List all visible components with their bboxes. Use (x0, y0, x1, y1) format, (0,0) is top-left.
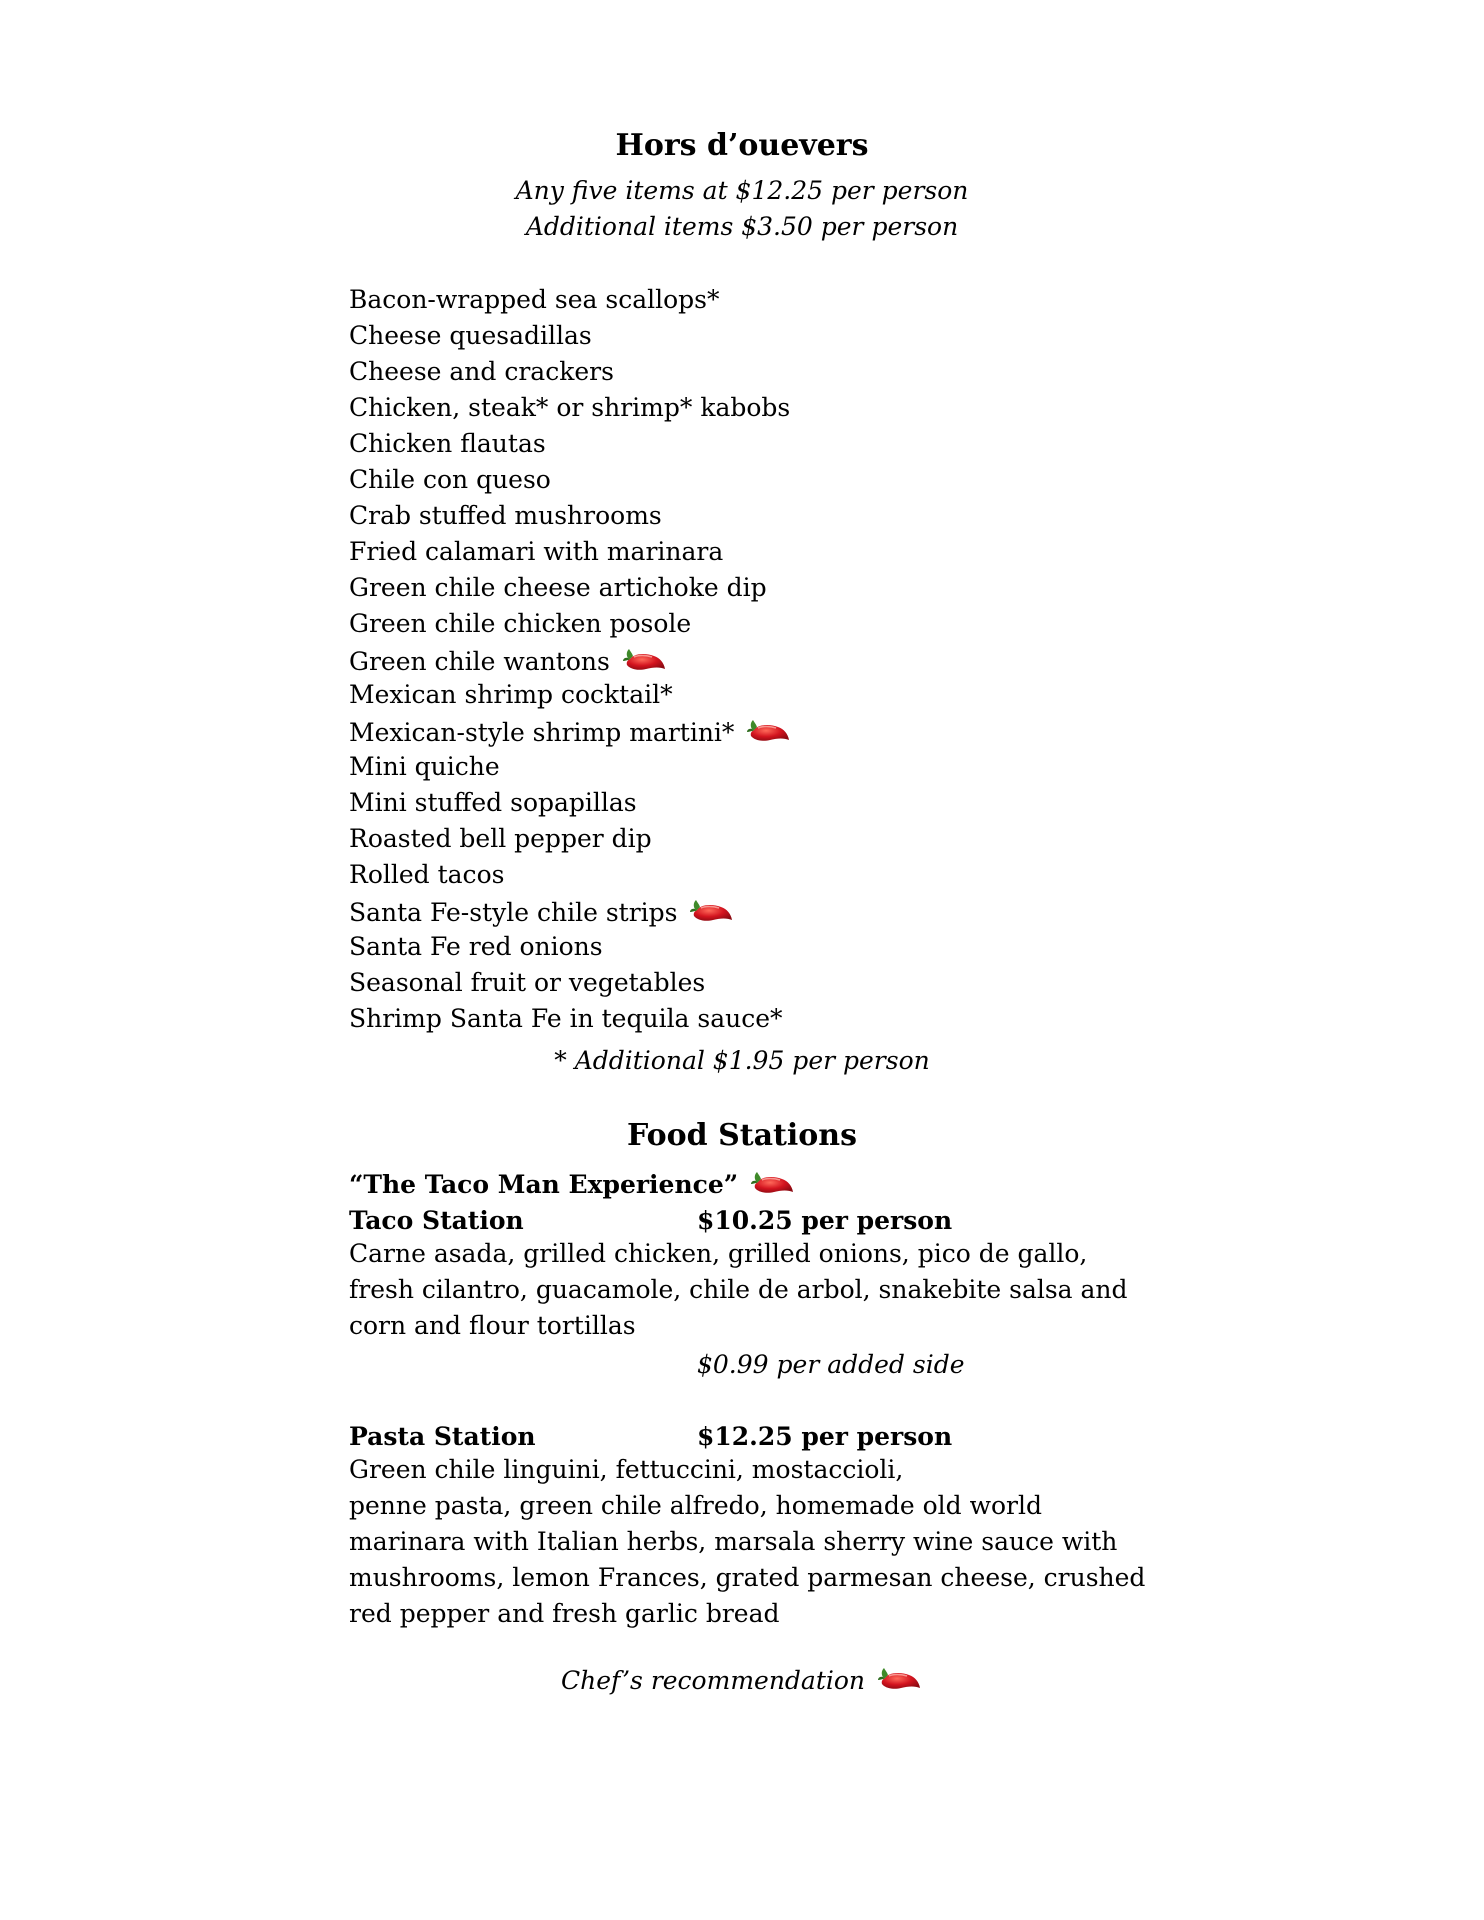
list-item-label: Crab stuffed mushrooms (349, 500, 662, 530)
list-item (349, 716, 792, 750)
list-item-label: Rolled tacos (349, 860, 505, 890)
taco-experience-label: “The Taco Man Experience” (349, 1170, 739, 1199)
chili-pepper-icon (875, 1664, 923, 1698)
list-item (349, 465, 551, 495)
list-item (349, 357, 614, 387)
list-item-label: Cheese and crackers (349, 356, 614, 386)
legend-label: Chef’s recommendation (560, 1666, 866, 1695)
list-item-label: Seasonal fruit or vegetables (349, 968, 706, 998)
hors-subtitle-price: Any five items at $12.25 per person (515, 176, 969, 205)
list-item-label: Cheese quesadillas (349, 320, 592, 350)
list-item (349, 321, 592, 351)
list-item (349, 537, 723, 567)
list-item (349, 393, 790, 423)
list-item (349, 932, 603, 962)
hors-footnote: * Additional $1.95 per person (554, 1046, 930, 1075)
list-item-label: Mini quiche (349, 752, 500, 782)
pasta-station-name: Pasta Station (349, 1422, 536, 1451)
pasta-description-line1: Green chile linguini, fettuccini, mostaccioli, (349, 1455, 904, 1484)
list-item-label: Roasted bell pepper dip (349, 824, 652, 854)
list-item-label: Mini stuffed sopapillas (349, 788, 637, 818)
legend (0, 1664, 1484, 1698)
list-item-label: Mexican shrimp cocktail* (349, 680, 673, 710)
taco-side-price: $0.99 per added side (697, 1350, 965, 1379)
list-item (349, 824, 652, 854)
list-item (349, 501, 662, 531)
pasta-station-price: $12.25 per person (697, 1422, 953, 1451)
list-item-label: Shrimp Santa Fe in tequila sauce* (349, 1004, 783, 1033)
chili-pepper-icon (744, 716, 792, 750)
chili-pepper-icon (620, 645, 668, 679)
taco-station-description: Carne asada, grilled chicken, grilled onions, pico de gallo, fresh cilantro, guacamole, chile de arbol, snakebite salsa and corn and flour tortillas (349, 1239, 1128, 1340)
list-item-label: Fried calamari with marinara (349, 536, 724, 566)
list-item-label: Mexican-style shrimp martini* (349, 718, 735, 748)
list-item (349, 680, 673, 710)
list-item (349, 609, 691, 639)
list-item (349, 285, 719, 315)
list-item (349, 860, 504, 890)
hors-title: Hors d’ouevers (615, 128, 869, 163)
list-item-label: Green chile chicken posole (349, 608, 692, 638)
list-item (349, 1004, 783, 1034)
pasta-description-rest: penne pasta, green chile alfredo, homemade old world marinara with Italian herbs, marsala sherry wine sauce with mushrooms, lemon Frances, grated parmesan cheese, crushed red pepper and fresh garlic bread (349, 1491, 1146, 1628)
list-item-label: Chile con queso (349, 464, 551, 494)
taco-experience (349, 1168, 796, 1202)
list-item-label: Santa Fe red onions (349, 932, 603, 962)
list-item-label: Santa Fe-style chile strips (349, 898, 678, 928)
list-item-label: Bacon-wrapped sea scallops* (349, 285, 720, 314)
hors-subtitle-additional: Additional items $3.50 per person (525, 212, 959, 241)
list-item-label: Chicken flautas (349, 428, 546, 458)
taco-station-name: Taco Station (349, 1206, 524, 1235)
chili-pepper-icon (687, 896, 735, 930)
list-item (349, 788, 637, 818)
list-item-label: Green chile cheese artichoke dip (349, 572, 767, 602)
taco-station-price: $10.25 per person (697, 1206, 953, 1235)
list-item (349, 896, 735, 930)
list-item-label: Chicken, steak* or shrimp* kabobs (349, 392, 791, 422)
stations-title: Food Stations (626, 1118, 858, 1153)
chili-pepper-icon (748, 1168, 796, 1202)
list-item (349, 645, 668, 679)
list-item-label: Green chile wantons (349, 646, 610, 676)
list-item (349, 752, 500, 782)
list-item (349, 573, 767, 603)
list-item (349, 429, 546, 459)
list-item (349, 968, 705, 998)
